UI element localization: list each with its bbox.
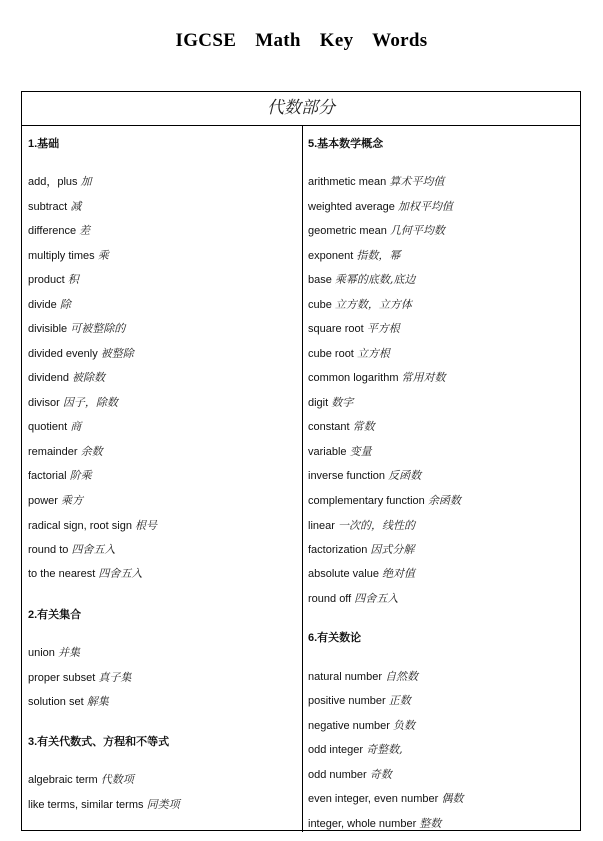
- term-chinese: 四舍五入: [354, 592, 399, 605]
- term-row: [308, 592, 398, 606]
- section-heading: 6.有关数论: [308, 632, 362, 644]
- term-english: factorial: [28, 470, 67, 482]
- term-english: inverse function: [308, 470, 386, 482]
- term-english: even integer, even number: [308, 793, 439, 805]
- term-english: subtract: [28, 201, 68, 213]
- term-chinese: 积: [67, 273, 79, 286]
- term-row: [308, 175, 444, 189]
- term-chinese: 被除数: [72, 371, 106, 384]
- page-title: IGCSE Math Key Words: [175, 30, 428, 51]
- term-english: power: [28, 495, 58, 507]
- term-english: algebraic term: [28, 774, 98, 786]
- term-english: to the nearest: [28, 568, 96, 580]
- term-row: [308, 694, 411, 708]
- term-chinese: 几何平均数: [389, 224, 445, 237]
- term-row: [28, 322, 125, 336]
- section-heading: 1.基础: [28, 138, 60, 150]
- term-chinese: 加权平均值: [397, 200, 453, 213]
- term-english: divided evenly: [28, 348, 98, 360]
- term-english: round to: [28, 544, 69, 556]
- term-english: constant: [308, 421, 350, 433]
- term-english: solution set: [28, 696, 84, 708]
- table-header: 代数部分: [22, 92, 580, 126]
- term-row: [28, 175, 92, 189]
- term-chinese: 加: [80, 175, 92, 188]
- term-english: radical sign, root sign: [28, 520, 132, 532]
- term-chinese: 商: [70, 420, 82, 433]
- term-row: [28, 420, 81, 434]
- term-chinese: 数字: [331, 396, 354, 409]
- term-english: complementary function: [308, 495, 425, 507]
- term-english: union: [28, 647, 55, 659]
- term-chinese: 自然数: [385, 670, 419, 683]
- term-english: square root: [308, 323, 364, 335]
- term-chinese: 变量: [349, 445, 372, 458]
- term-row: [28, 519, 157, 533]
- term-chinese: 被整除: [100, 347, 134, 360]
- column-divider: [302, 126, 303, 832]
- term-row: [308, 817, 441, 831]
- term-chinese: 立方根: [356, 347, 390, 360]
- term-chinese: 负数: [393, 719, 416, 732]
- term-chinese: 奇整数,: [366, 743, 403, 756]
- term-row: [308, 224, 445, 238]
- term-english: linear: [308, 520, 335, 532]
- term-english: geometric mean: [308, 225, 387, 237]
- term-row: [308, 347, 390, 361]
- term-english: common logarithm: [308, 372, 399, 384]
- term-english: cube: [308, 299, 332, 311]
- term-chinese: 可被整除的: [70, 322, 126, 335]
- term-row: [28, 695, 109, 709]
- table-body: [22, 126, 580, 832]
- term-chinese: 除: [59, 298, 71, 311]
- term-row: [308, 249, 400, 263]
- term-english: round off: [308, 593, 352, 605]
- term-row: [28, 200, 81, 214]
- term-chinese: 整数: [419, 817, 442, 830]
- term-chinese: 因子，除数: [62, 396, 118, 409]
- term-row: [308, 768, 392, 782]
- term-row: [308, 469, 421, 483]
- term-english: cube root: [308, 348, 354, 360]
- term-row: [28, 298, 71, 312]
- term-english: factorization: [308, 544, 368, 556]
- term-english: divisible: [28, 323, 68, 335]
- term-english: add，plus: [28, 176, 78, 188]
- term-row: [28, 273, 79, 287]
- term-row: [28, 543, 115, 557]
- term-row: [28, 671, 131, 685]
- term-chinese: 解集: [86, 695, 109, 708]
- term-row: [308, 322, 400, 336]
- term-row: [28, 347, 134, 361]
- term-english: multiply times: [28, 250, 95, 262]
- term-chinese: 乘: [97, 249, 109, 262]
- term-chinese: 余函数: [427, 494, 461, 507]
- term-chinese: 减: [70, 200, 82, 213]
- term-english: variable: [308, 446, 347, 458]
- term-english: base: [308, 274, 332, 286]
- term-chinese: 根号: [135, 519, 158, 532]
- term-chinese: 平方根: [366, 322, 400, 335]
- term-chinese: 指数，幂: [356, 249, 401, 262]
- term-chinese: 因式分解: [370, 543, 415, 556]
- term-row: [28, 445, 103, 459]
- term-chinese: 绝对值: [382, 567, 416, 580]
- term-row: [308, 273, 415, 287]
- term-english: absolute value: [308, 568, 379, 580]
- section-heading: 3.有关代数式、方程和不等式: [28, 736, 170, 748]
- term-chinese: 算术平均值: [389, 175, 445, 188]
- term-chinese: 并集: [57, 646, 80, 659]
- term-chinese: 代数项: [100, 773, 134, 786]
- term-english: positive number: [308, 695, 386, 707]
- term-row: [308, 719, 415, 733]
- term-chinese: 同类项: [146, 798, 180, 811]
- term-row: [308, 420, 375, 434]
- term-row: [308, 743, 403, 757]
- term-chinese: 乘幂的底数,底边: [334, 273, 416, 286]
- term-chinese: 常用对数: [401, 371, 446, 384]
- term-row: [308, 567, 415, 581]
- term-row: [28, 469, 92, 483]
- term-row: [308, 445, 372, 459]
- term-chinese: 常数: [352, 420, 375, 433]
- term-english: odd integer: [308, 744, 364, 756]
- vocabulary-table: [21, 91, 581, 831]
- term-row: [28, 371, 105, 385]
- term-chinese: 反函数: [388, 469, 422, 482]
- term-english: divide: [28, 299, 57, 311]
- term-english: like terms, similar terms: [28, 799, 144, 811]
- term-row: [308, 792, 463, 806]
- term-chinese: 偶数: [441, 792, 464, 805]
- term-english: odd number: [308, 769, 367, 781]
- term-row: [308, 543, 414, 557]
- term-english: natural number: [308, 671, 382, 683]
- section-heading: 5.基本数学概念: [308, 138, 384, 150]
- term-chinese: 真子集: [98, 671, 132, 684]
- term-chinese: 阶乘: [69, 469, 92, 482]
- term-row: [28, 773, 134, 787]
- term-english: difference: [28, 225, 77, 237]
- term-english: dividend: [28, 372, 69, 384]
- term-row: [28, 224, 90, 238]
- term-chinese: 余数: [80, 445, 103, 458]
- term-row: [28, 396, 118, 410]
- term-english: proper subset: [28, 672, 96, 684]
- term-row: [28, 798, 180, 812]
- term-chinese: 乘方: [61, 494, 84, 507]
- term-english: remainder: [28, 446, 78, 458]
- term-chinese: 差: [79, 224, 91, 237]
- term-row: [28, 646, 80, 660]
- term-row: [308, 494, 461, 508]
- term-english: divisor: [28, 397, 60, 409]
- term-english: digit: [308, 397, 329, 409]
- term-row: [308, 200, 453, 214]
- term-chinese: 一次的，线性的: [337, 519, 415, 532]
- term-row: [308, 519, 415, 533]
- term-row: [308, 396, 353, 410]
- term-row: [308, 670, 418, 684]
- term-row: [28, 249, 109, 263]
- term-row: [28, 494, 83, 508]
- term-row: [308, 371, 446, 385]
- term-row: [28, 567, 142, 581]
- term-chinese: 立方数，立方体: [334, 298, 412, 311]
- term-english: integer, whole number: [308, 818, 417, 830]
- term-english: arithmetic mean: [308, 176, 387, 188]
- term-english: exponent: [308, 250, 354, 262]
- term-chinese: 四舍五入: [71, 543, 116, 556]
- term-english: negative number: [308, 720, 390, 732]
- section-heading: 2.有关集合: [28, 609, 82, 621]
- term-row: [308, 298, 412, 312]
- term-chinese: 四舍五入: [98, 567, 143, 580]
- term-english: product: [28, 274, 65, 286]
- term-english: weighted average: [308, 201, 395, 213]
- term-english: quotient: [28, 421, 68, 433]
- term-chinese: 奇数: [369, 768, 392, 781]
- term-chinese: 正数: [388, 694, 411, 707]
